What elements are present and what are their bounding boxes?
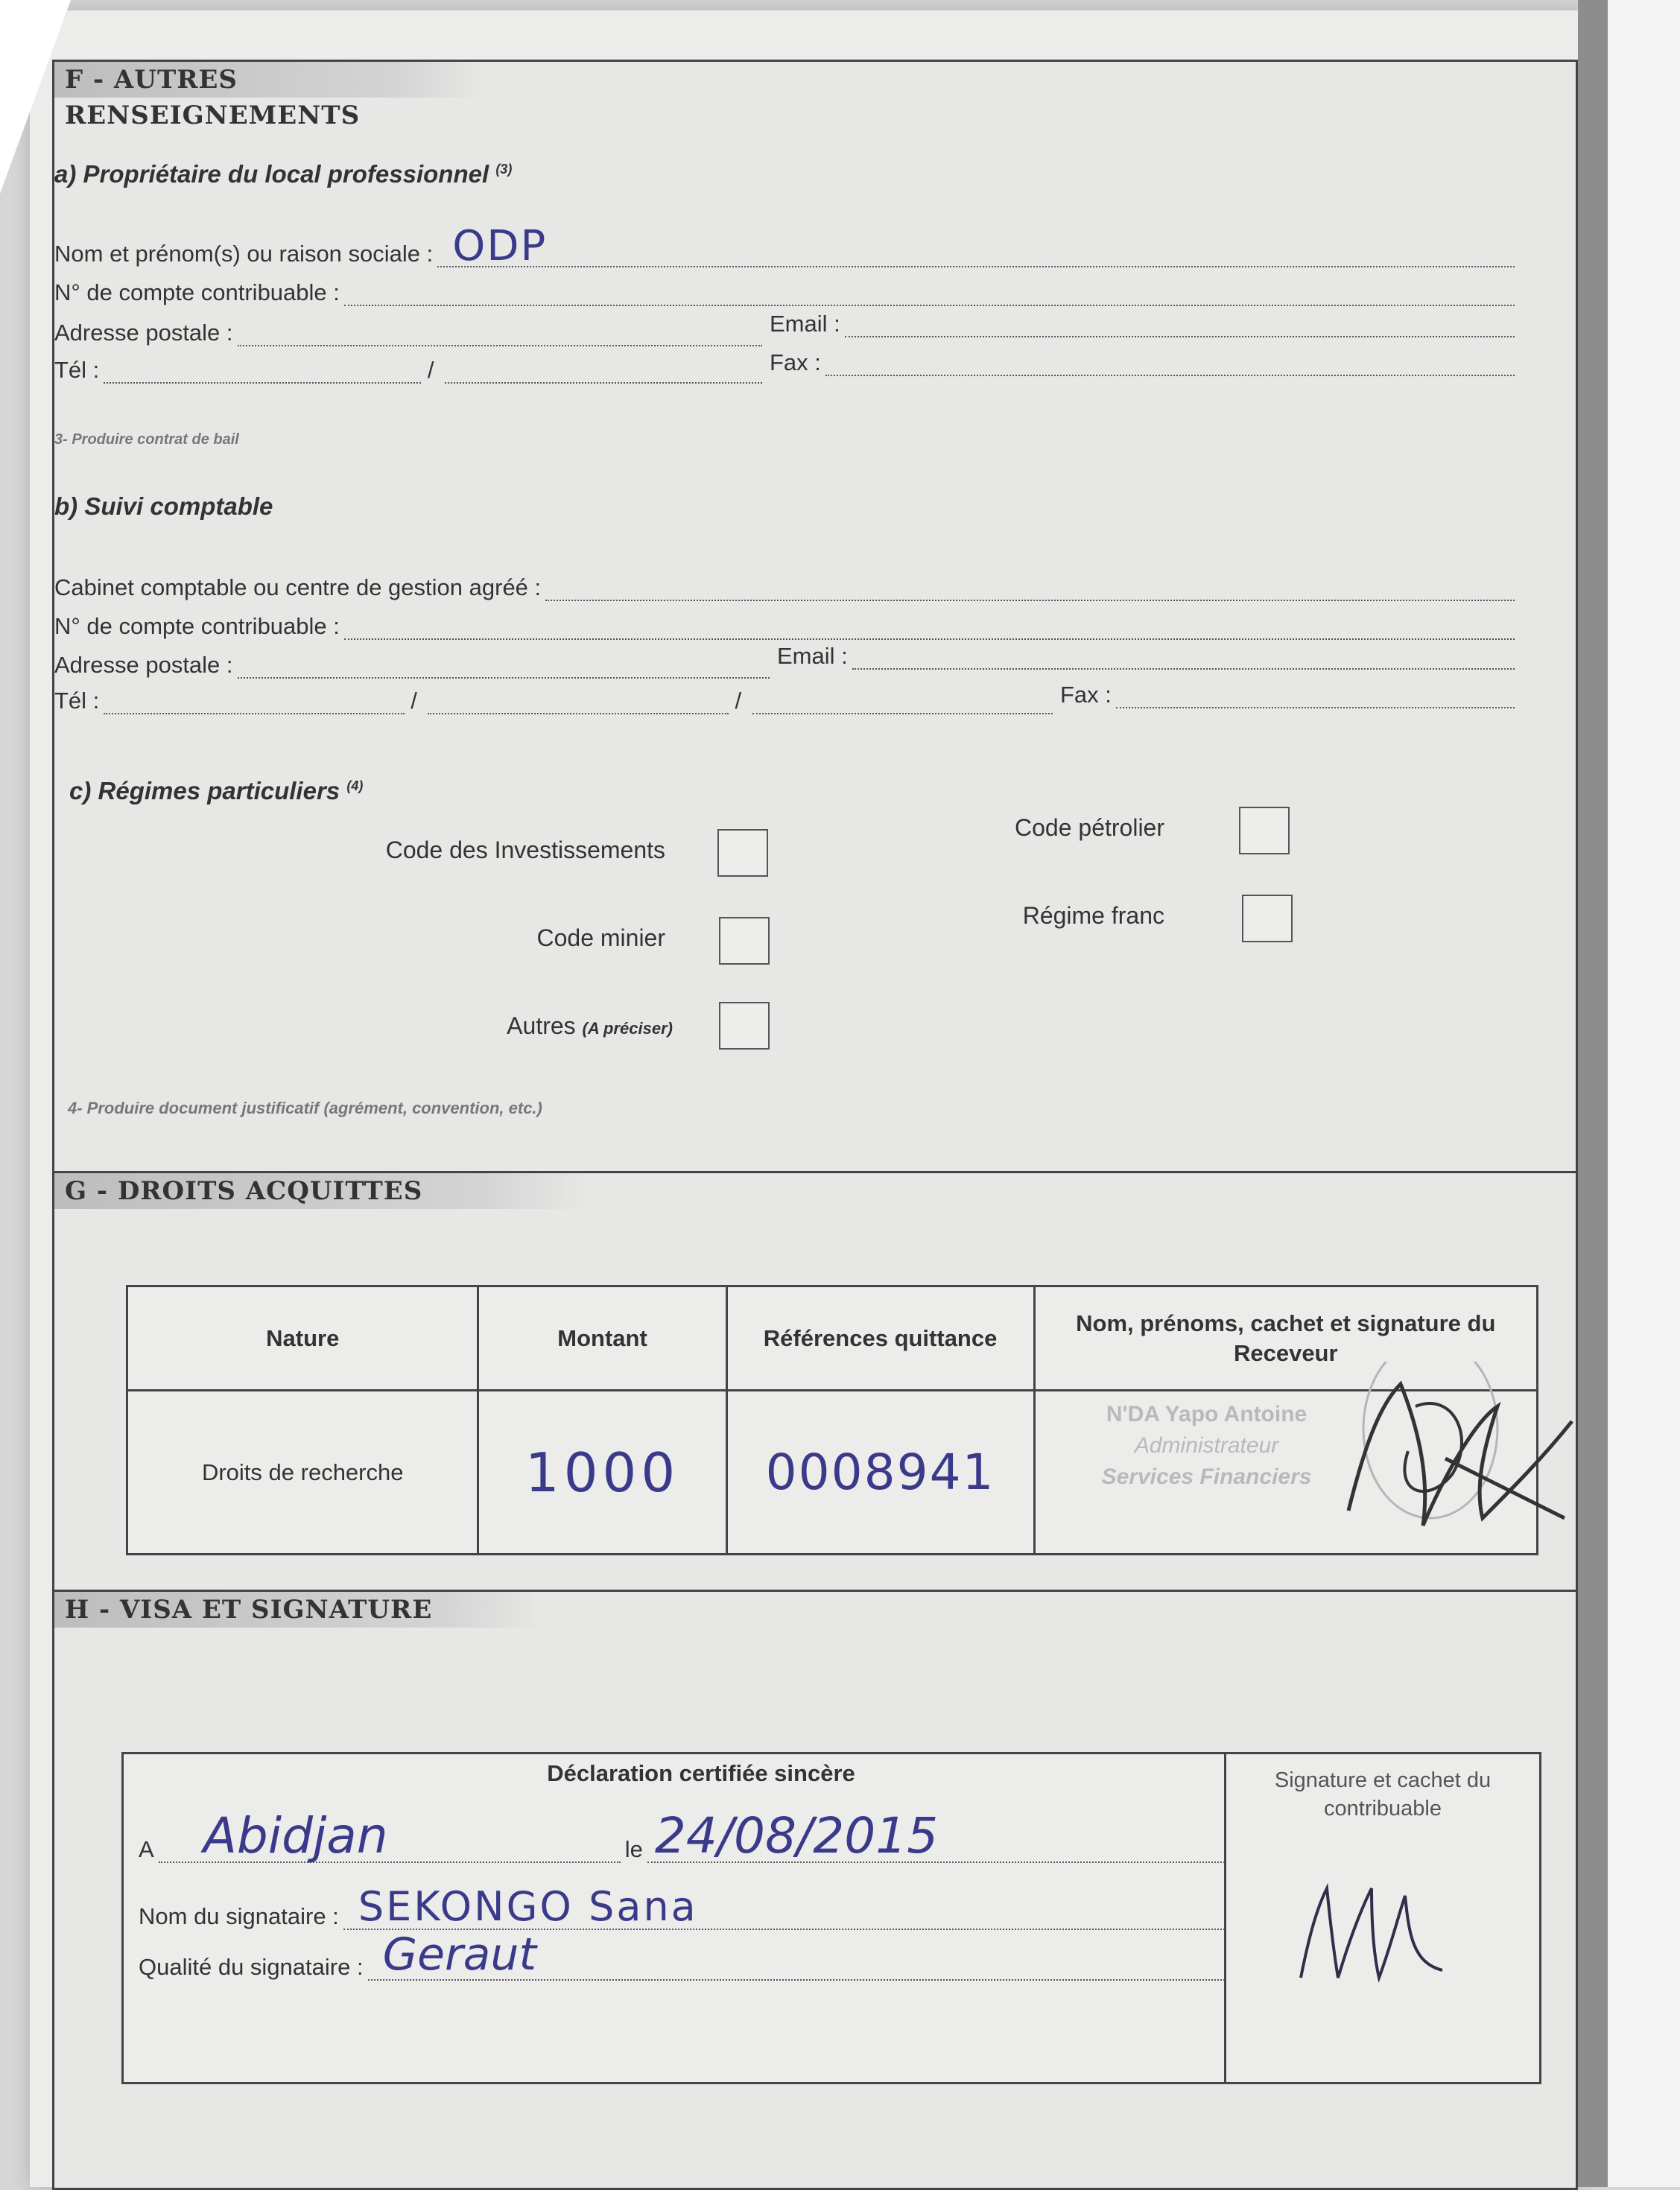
col-montant: Montant (478, 1286, 726, 1391)
signature-title: Signature et cachet du contribuable (1274, 1768, 1492, 1821)
section-h (52, 1590, 1578, 2190)
regime-checkbox-minier[interactable] (719, 917, 770, 965)
signer-value: SEKONGO Sana (358, 1883, 698, 1930)
section-h-title: H - VISA ET SIGNATURE (54, 1592, 542, 1628)
accounting-address-field[interactable]: Adresse postale : (54, 652, 770, 679)
place-value: Abidjan (203, 1807, 388, 1864)
date-value: 24/08/2015 (654, 1807, 939, 1864)
cell-reference: 0008941 (726, 1391, 1034, 1555)
col-references: Références quittance (726, 1286, 1034, 1391)
accounting-fax-field[interactable]: Fax : (1060, 682, 1515, 708)
accounting-email-field[interactable]: Email : (777, 643, 1515, 670)
owner-taxpayer-field[interactable]: N° de compte contribuable : (54, 279, 1515, 306)
owner-address-field[interactable]: Adresse postale : (54, 320, 762, 346)
accounting-firm-field[interactable]: Cabinet comptable ou centre de gestion agréé : (54, 574, 1515, 601)
scan-edge-margin (1608, 0, 1680, 2187)
owner-name-field[interactable]: Nom et prénom(s) ou raison sociale : ODP (54, 241, 1515, 267)
accounting-subtitle: b) Suivi comptable (54, 492, 273, 520)
owner-footnote: 3- Produire contrat de bail (54, 431, 239, 448)
regime-checkbox-petrolier[interactable] (1239, 807, 1290, 854)
signer-name-field[interactable]: Nom du signataire : SEKONGO Sana (139, 1903, 1249, 1930)
accounting-tel-field[interactable]: Tél : / / (54, 688, 1053, 714)
declaration-box (121, 1752, 1281, 2084)
receveur-signature (1304, 1362, 1587, 1540)
regimes-footnote: 4- Produire document justificatif (agrément, convention, etc.) (68, 1099, 542, 1117)
col-receveur: Nom, prénoms, cachet et signature du Receveur (1034, 1286, 1537, 1391)
regimes-subtitle: c) Régimes particuliers $^{(4)}$ (69, 777, 364, 804)
owner-tel-field[interactable]: Tél : / (54, 357, 762, 384)
droits-table (126, 1285, 1538, 1555)
regime-checkbox-investissements[interactable] (717, 829, 768, 877)
signature-box (1224, 1752, 1541, 2084)
cell-montant: 1000 (478, 1391, 726, 1555)
owner-email-field[interactable]: Email : (770, 311, 1515, 337)
owner-fax-field[interactable]: Fax : (770, 349, 1515, 376)
accounting-taxpayer-field[interactable]: N° de compte contribuable : (54, 613, 1515, 640)
section-g (52, 1171, 1578, 1593)
taxpayer-signature (1286, 1873, 1450, 1993)
scan-edge-shadow (1578, 0, 1608, 2187)
owner-name-value: ODP (452, 222, 548, 270)
quality-value: Geraut (382, 1929, 536, 1981)
regime-checkbox-franc[interactable] (1242, 895, 1293, 942)
col-nature: Nature (127, 1286, 478, 1391)
cell-receveur (1034, 1391, 1537, 1555)
regime-label-petrolier: Code pétrolier (1015, 814, 1164, 841)
place-date-field[interactable]: A Abidjan le 24/08/2015 (139, 1836, 1249, 1863)
declaration-title: Déclaration certifiée sincère (547, 1760, 855, 1786)
regime-label-franc: Régime franc (1022, 902, 1164, 929)
section-g-title: G - DROITS ACQUITTES (54, 1173, 586, 1209)
regime-label-investissements: Code des Investissements (385, 837, 665, 863)
section-f (52, 60, 1578, 1174)
regime-label-minier: Code minier (536, 924, 665, 951)
section-f-title: F - AUTRES RENSEIGNEMENTS (54, 62, 482, 98)
receveur-stamp: N'DA Yapo Antoine Administrateur Services Financiers (1101, 1402, 1312, 1489)
regime-checkbox-autres[interactable] (719, 1002, 770, 1050)
signer-quality-field[interactable]: Qualité du signataire : Geraut (139, 1954, 1249, 1981)
regime-label-autres: Autres (A préciser) (507, 1012, 673, 1039)
cell-nature: Droits de recherche (127, 1391, 478, 1555)
owner-subtitle: a) Propriétaire du local professionnel $^{(3)}$ (54, 160, 513, 188)
